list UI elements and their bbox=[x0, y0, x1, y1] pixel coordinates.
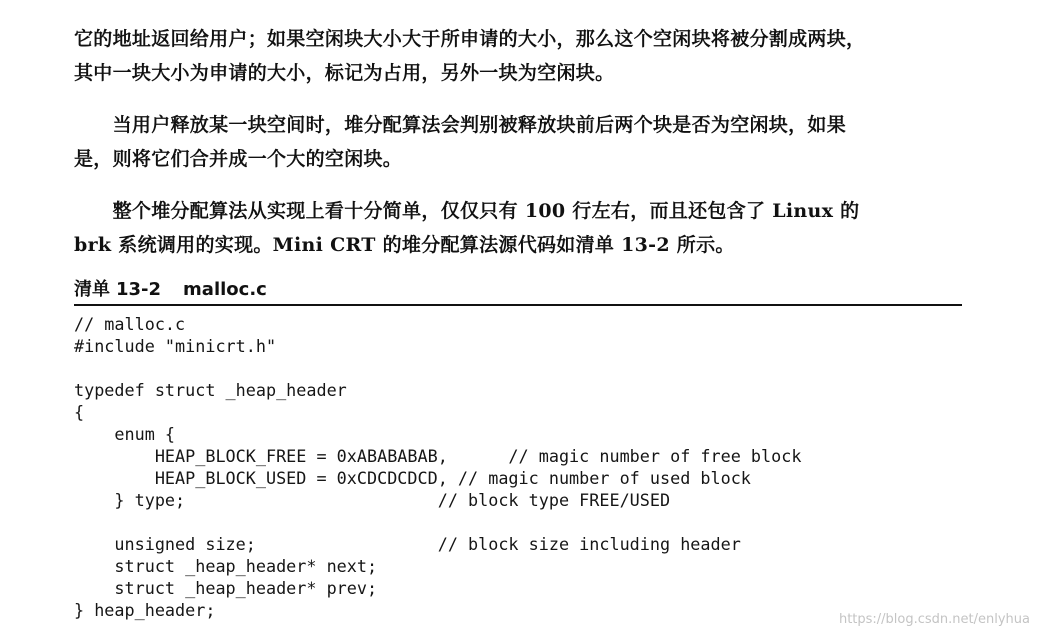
code-line: { bbox=[74, 402, 85, 422]
listing-filename: malloc.c bbox=[183, 279, 267, 300]
paragraph-line: 当用户释放某一块空间时，堆分配算法会判别被释放块前后两个块是否为空闲块，如果 bbox=[74, 114, 847, 136]
code-line: HEAP_BLOCK_USED = 0xCDCDCDCD, // magic number of used block bbox=[74, 468, 751, 488]
paragraph-2 bbox=[74, 108, 964, 176]
paragraph-line: 它的地址返回给用户；如果空闲块大小大于所申请的大小，那么这个空闲块将被分割成两块， bbox=[74, 28, 866, 50]
code-line: // malloc.c bbox=[74, 314, 186, 334]
code-line: enum { bbox=[74, 424, 176, 444]
code-line bbox=[74, 357, 801, 379]
code-line: HEAP_BLOCK_FREE = 0xABABABAB, // magic number of free block bbox=[74, 446, 802, 466]
paragraph-line: brk 系统调用的实现。Mini CRT 的堆分配算法源代码如清单 13-2 所示。 bbox=[74, 234, 735, 256]
code-line: unsigned size; // block size including header bbox=[74, 534, 741, 554]
paragraph-line: 整个堆分配算法从实现上看十分简单，仅仅只有 100 行左右，而且还包含了 Linux 的 bbox=[74, 200, 860, 222]
listing-caption bbox=[74, 275, 267, 301]
code-line: } type; // block type FREE/USED bbox=[74, 490, 671, 510]
code-line: #include "minicrt.h" bbox=[74, 336, 277, 356]
listing-number: 13-2 bbox=[116, 279, 162, 300]
listing-divider bbox=[74, 304, 962, 306]
listing-label: 清单 bbox=[74, 279, 110, 300]
code-line: struct _heap_header* next; bbox=[74, 556, 378, 576]
code-line: typedef struct _heap_header bbox=[74, 380, 347, 400]
paragraph-line: 其中一块大小为申请的大小，标记为占用，另外一块为空闲块。 bbox=[74, 62, 615, 84]
code-listing bbox=[74, 313, 801, 621]
watermark: https://blog.csdn.net/enlyhua bbox=[838, 612, 1030, 627]
paragraph-3 bbox=[74, 194, 964, 262]
paragraph-line: 是，则将它们合并成一个大的空闲块。 bbox=[74, 148, 403, 170]
code-line: struct _heap_header* prev; bbox=[74, 578, 378, 598]
paragraph-1 bbox=[74, 22, 964, 90]
code-line bbox=[74, 511, 801, 533]
code-line: } heap_header; bbox=[74, 600, 216, 620]
